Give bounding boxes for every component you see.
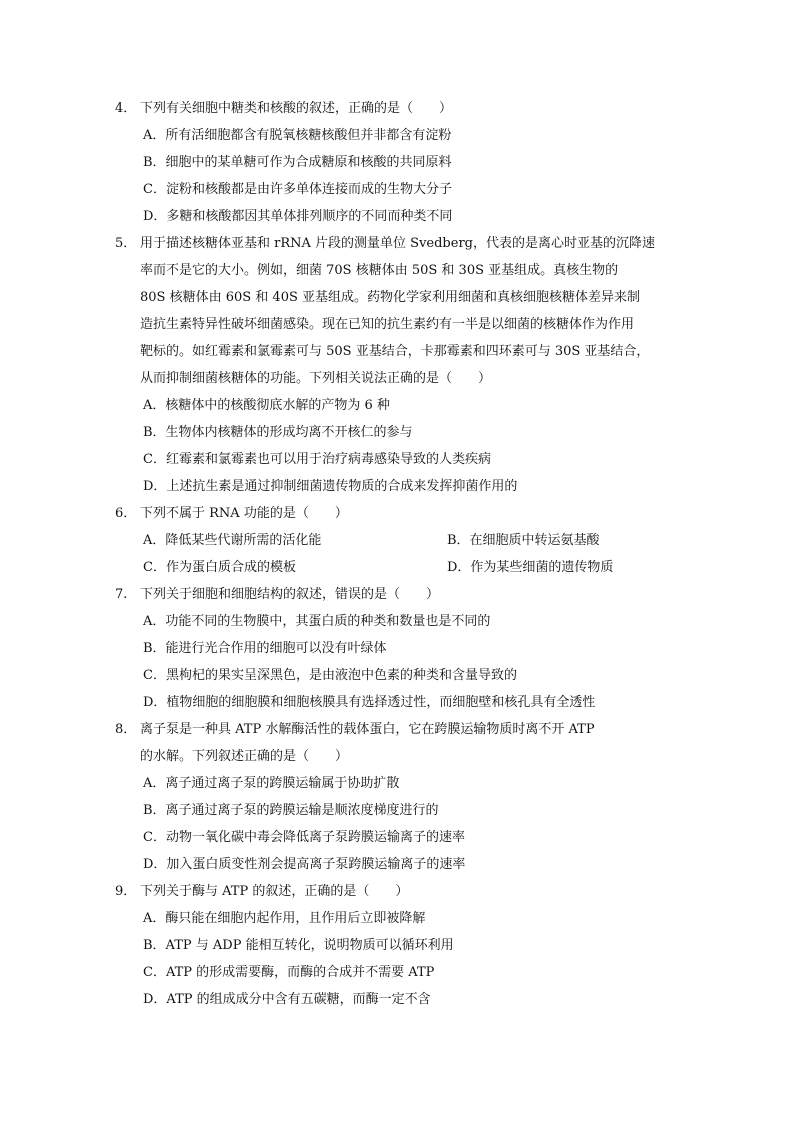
question-stem-line: 从而抑制细菌核糖体的功能。下列相关说法正确的是（ ） [140,371,492,386]
option-a: A．酶只能在细胞内起作用，且作用后立即被降解 [143,911,426,926]
question-stem-line: 用于描述核糖体亚基和 rRNA 片段的测量单位 Svedberg，代表的是离心时亚基的沉降速 [140,236,655,251]
question-stem: 下列有关细胞中糖类和核酸的叙述，正确的是（ ） [140,101,453,116]
option-a: A．所有活细胞都含有脱氧核糖核酸但并非都含有淀粉 [143,128,452,143]
option-c: C．ATP 的形成需要酶，而酶的合成并不需要 ATP [143,965,435,980]
option-b: B．ATP 与 ADP 能相互转化，说明物质可以循环利用 [143,938,454,953]
question-stem: 下列关于酶与 ATP 的叙述，正确的是（ ） [140,884,409,899]
option-d: D．植物细胞的细胞膜和细胞核膜具有选择透过性，而细胞壁和核孔具有全透性 [143,695,596,710]
question-number: 9． [115,884,137,899]
question-number: 6． [115,506,137,521]
question-stem-line: 80S 核糖体由 60S 和 40S 亚基组成。药物化学家利用细菌和真核细胞核糖体差异来制 [140,290,641,305]
option-b: B．离子通过离子泵的跨膜运输是顺浓度梯度进行的 [143,803,439,818]
option-a: A．功能不同的生物膜中，其蛋白质的种类和数量也是不同的 [143,614,491,629]
option-d: D．上述抗生素是通过抑制细菌遗传物质的合成来发挥抑菌作用的 [143,479,518,494]
option-c: C．淀粉和核酸都是由许多单体连接而成的生物大分子 [143,182,452,197]
question-stem-line: 的水解。下列叙述正确的是（ ） [140,749,349,764]
option-d: D．多糖和核酸都因其单体排列顺序的不同而种类不同 [143,209,453,224]
question-stem-line: 造抗生素特异性破坏细菌感染。现在已知的抗生素约有一半是以细菌的核糖体作为作用 [140,317,635,332]
option-b: B．能进行光合作用的细胞可以没有叶绿体 [143,641,387,656]
question-stem-line: 率而不是它的大小。例如，细菌 70S 核糖体由 50S 和 30S 亚基组成。真核生物的 [140,263,619,278]
option-d: D．加入蛋白质变性剂会提高离子泵跨膜运输离子的速率 [143,857,466,872]
question-stem: 下列不属于 RNA 功能的是（ ） [140,506,348,521]
option-b: B．在细胞质中转运氨基酸 [447,533,600,548]
option-b: B．生物体内核糖体的形成均离不开核仁的参与 [143,425,413,440]
question-number: 8． [115,722,137,737]
option-c: C．作为蛋白质合成的模板 [143,560,296,575]
option-c: C．红霉素和氯霉素也可以用于治疗病毒感染导致的人类疾病 [143,452,491,467]
option-a: A．离子通过离子泵的跨膜运输属于协助扩散 [143,776,400,791]
question-number: 5． [115,236,137,251]
question-number: 7. [115,587,128,602]
option-c: C．黑枸杞的果实呈深黑色，是由液泡中色素的种类和含量导致的 [143,668,517,683]
question-number: 4． [115,101,137,116]
option-d: D．ATP 的组成成分中含有五碳糖，而酶一定不含 [143,992,431,1007]
question-stem-line: 离子泵是一种具 ATP 水解酶活性的载体蛋白，它在跨膜运输物质时离不开 ATP [140,722,595,737]
question-stem-line: 靶标的。如红霉素和氯霉素可与 50S 亚基结合，卡那霉素和四环素可与 30S 亚基结合， [140,344,650,359]
option-b: B．细胞中的某单糖可作为合成糖原和核酸的共同原料 [143,155,452,170]
option-c: C．动物一氧化碳中毒会降低离子泵跨膜运输离子的速率 [143,830,465,845]
option-a: A．降低某些代谢所需的活化能 [143,533,322,548]
question-stem: 下列关于细胞和细胞结构的叙述，错误的是（ ） [140,587,440,602]
option-d: D．作为某些细菌的遗传物质 [447,560,614,575]
option-a: A．核糖体中的核酸彻底水解的产物为 6 种 [143,398,390,413]
